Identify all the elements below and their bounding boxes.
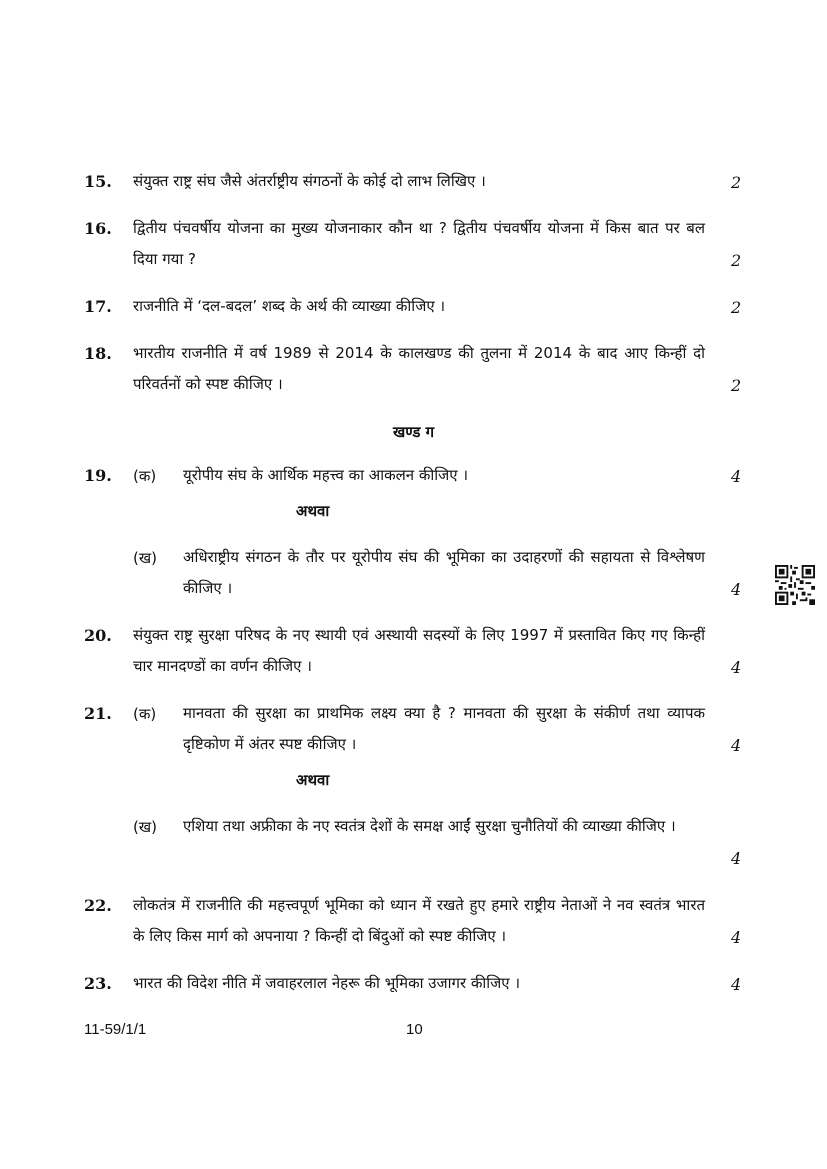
question-number: 19.: [84, 466, 112, 485]
question-marks: 4: [731, 658, 742, 677]
question-text: द्वितीय पंचवर्षीय योजना का मुख्य योजनाकार कौन था ? द्वितीय पंचवर्षीय योजना में किस बात पर बल दिया गया ?: [133, 219, 705, 268]
or-separator: अथवा: [296, 771, 330, 789]
qr-code-icon: [775, 565, 815, 605]
question-number: 15.: [84, 172, 112, 191]
question-marks: 4: [731, 975, 742, 994]
question-number: 22.: [84, 896, 112, 915]
question-marks: 2: [731, 298, 742, 317]
question-text: लोकतंत्र में राजनीति की महत्त्वपूर्ण भूमिका को ध्यान में रखते हुए हमारे राष्ट्रीय नेताओं ने नव स्वतंत्र भारत के लिए किस मार्ग को अपनाया ? किन्हीं दो बिंदुओं को स्पष्ट कीजिए ।: [133, 896, 705, 945]
option-b-marks: 4: [731, 580, 742, 599]
option-b-marks: 4: [731, 849, 742, 868]
option-b-label: (ख): [133, 549, 157, 567]
question-marks: 2: [731, 173, 742, 192]
option-a-text: मानवता की सुरक्षा का प्राथमिक लक्ष्य क्या है ? मानवता की सुरक्षा के संकीर्ण तथा व्यापक दृष्टिकोण में अंतर स्पष्ट कीजिए ।: [183, 704, 705, 753]
question-number: 16.: [84, 219, 112, 238]
question-number: 20.: [84, 626, 112, 645]
question-text: भारत की विदेश नीति में जवाहरलाल नेहरू की भूमिका उजागर कीजिए ।: [133, 974, 521, 992]
or-separator: अथवा: [296, 502, 330, 520]
question-text: संयुक्त राष्ट्र सुरक्षा परिषद के नए स्थायी एवं अस्थायी सदस्यों के लिए 1997 में प्रस्तावित किए गए किन्हीं चार मानदण्डों का वर्णन कीजिए ।: [133, 626, 705, 675]
question-number: 23.: [84, 974, 112, 993]
question-marks: 2: [731, 251, 742, 270]
option-a-label: (क): [133, 705, 157, 723]
option-a-marks: 4: [731, 467, 742, 486]
section-heading: खण्ड ग: [392, 423, 435, 441]
paper-code: 11-59/1/1: [84, 1021, 147, 1038]
question-marks: 2: [731, 376, 742, 395]
question-number: 21.: [84, 704, 112, 723]
option-b-text: अधिराष्ट्रीय संगठन के तौर पर यूरोपीय संघ की भूमिका का उदाहरणों की सहायता से विश्लेषण कीजिए ।: [183, 548, 705, 597]
question-number: 17.: [84, 297, 112, 316]
question-text: राजनीति में ‘दल-बदल’ शब्द के अर्थ की व्याख्या कीजिए ।: [133, 297, 446, 315]
option-b-text: एशिया तथा अफ्रीका के नए स्वतंत्र देशों के समक्ष आईं सुरक्षा चुनौतियों की व्याख्या कीजिए ।: [183, 817, 676, 835]
page-number: 10: [406, 1021, 423, 1038]
question-text: भारतीय राजनीति में वर्ष 1989 से 2014 के कालखण्ड की तुलना में 2014 के बाद आए किन्हीं दो परिवर्तनों को स्पष्ट कीजिए ।: [133, 344, 705, 393]
option-b-label: (ख): [133, 818, 157, 836]
question-number: 18.: [84, 344, 112, 363]
question-marks: 4: [731, 928, 742, 947]
option-a-text: यूरोपीय संघ के आर्थिक महत्त्व का आकलन कीजिए ।: [183, 466, 469, 484]
question-text: संयुक्त राष्ट्र संघ जैसे अंतर्राष्ट्रीय संगठनों के कोई दो लाभ लिखिए ।: [133, 172, 486, 190]
option-a-marks: 4: [731, 736, 742, 755]
option-a-label: (क): [133, 467, 157, 485]
